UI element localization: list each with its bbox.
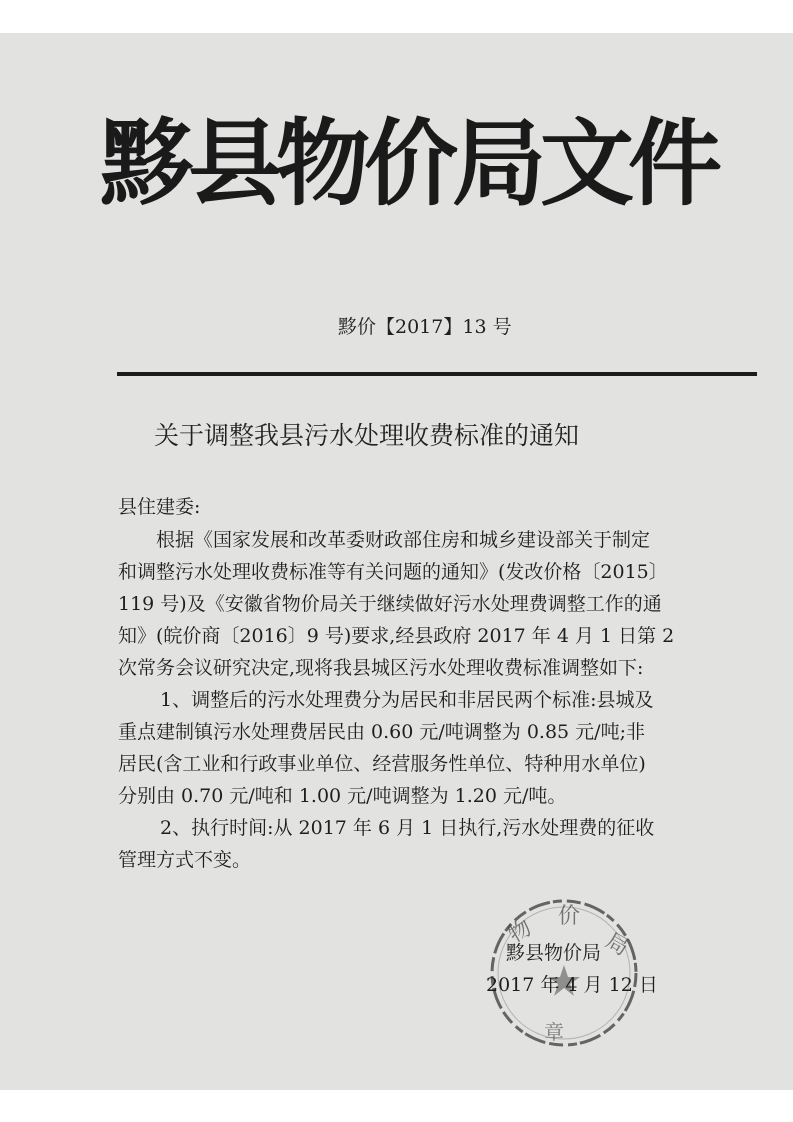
body-line: 119 号)及《安徽省物价局关于继续做好污水处理费调整工作的通 xyxy=(118,593,662,615)
body-line: 重点建制镇污水处理费居民由 0.60 元/吨调整为 0.85 元/吨;非 xyxy=(118,721,645,743)
body-line: 分别由 0.70 元/吨和 1.00 元/吨调整为 1.20 元/吨。 xyxy=(118,785,567,807)
document-header-title: 黟县物价局文件 xyxy=(100,110,717,219)
salutation: 县住建委: xyxy=(118,496,201,518)
svg-text:章: 章 xyxy=(544,1020,564,1044)
body-line: 管理方式不变。 xyxy=(118,849,252,871)
body-line: 知》(皖价商〔2016〕9 号)要求,经县政府 2017 年 4 月 1 日第 2 xyxy=(118,625,675,647)
issuer-signature: 黟县物价局 xyxy=(506,942,602,964)
body-line: 居民(含工业和行政事业单位、经营服务性单位、特种用水单位) xyxy=(118,753,646,775)
body-line: 次常务会议研究决定,现将我县城区污水处理收费标准调整如下: xyxy=(118,657,644,679)
document-number: 黟价【2017】13 号 xyxy=(338,316,512,338)
svg-text:物: 物 xyxy=(504,915,537,949)
body-line: 2、执行时间:从 2017 年 6 月 1 日执行,污水处理费的征收 xyxy=(160,817,655,839)
body-line: 和调整污水处理收费标准等有关问题的通知》(发改价格〔2015〕 xyxy=(118,561,668,583)
notice-body xyxy=(118,524,758,876)
svg-text:价: 价 xyxy=(558,904,581,929)
svg-text:局: 局 xyxy=(601,928,633,962)
body-line: 1、调整后的污水处理费分为居民和非居民两个标准:县城及 xyxy=(160,689,654,711)
issue-date: 2017 年 4 月 12 日 xyxy=(486,974,658,996)
notice-title: 关于调整我县污水处理收费标准的通知 xyxy=(154,421,580,450)
header-divider xyxy=(117,372,757,376)
body-line: 根据《国家发展和改革委财政部住房和城乡建设部关于制定 xyxy=(156,529,651,551)
